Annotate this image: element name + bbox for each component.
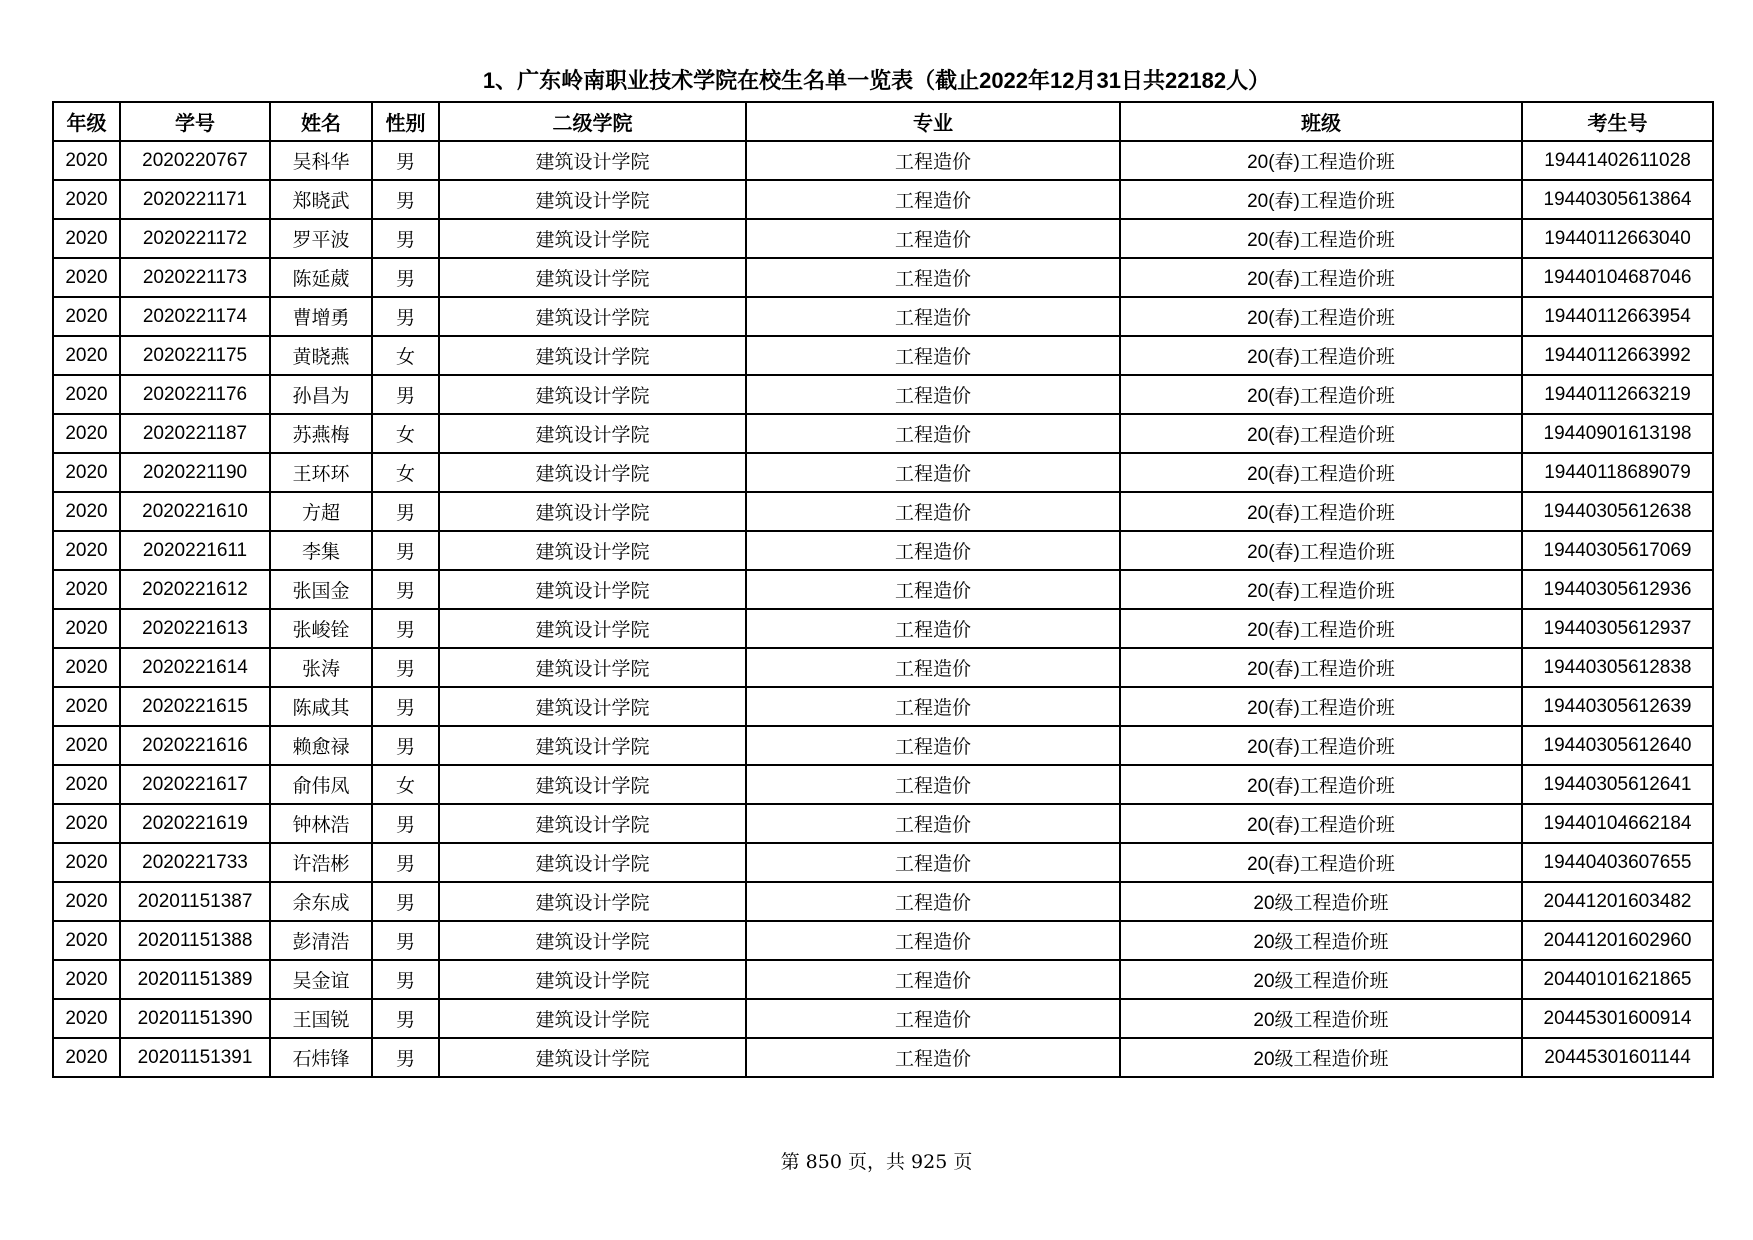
header-name: 姓名 — [270, 102, 372, 141]
cell-gender: 男 — [372, 843, 439, 882]
table-row — [53, 414, 1713, 453]
cell-name: 王国锐 — [270, 999, 372, 1038]
table-row — [53, 570, 1713, 609]
cell-gender: 女 — [372, 453, 439, 492]
cell-name: 张国金 — [270, 570, 372, 609]
cell-major: 工程造价 — [746, 336, 1120, 375]
cell-grade: 2020 — [53, 375, 120, 414]
cell-major: 工程造价 — [746, 960, 1120, 999]
cell-gender: 男 — [372, 960, 439, 999]
cell-gender: 男 — [372, 999, 439, 1038]
cell-major: 工程造价 — [746, 141, 1120, 180]
cell-student-id: 20201151387 — [120, 882, 270, 921]
cell-major: 工程造价 — [746, 531, 1120, 570]
cell-class: 20(春)工程造价班 — [1120, 336, 1522, 375]
cell-class: 20(春)工程造价班 — [1120, 258, 1522, 297]
cell-gender: 男 — [372, 492, 439, 531]
cell-grade: 2020 — [53, 687, 120, 726]
header-major: 专业 — [746, 102, 1120, 141]
cell-gender: 男 — [372, 882, 439, 921]
cell-grade: 2020 — [53, 804, 120, 843]
cell-class: 20(春)工程造价班 — [1120, 453, 1522, 492]
cell-student-id: 20201151390 — [120, 999, 270, 1038]
table-row — [53, 921, 1713, 960]
cell-major: 工程造价 — [746, 882, 1120, 921]
cell-exam-number: 19440901613198 — [1522, 414, 1713, 453]
cell-name: 俞伟凤 — [270, 765, 372, 804]
cell-college: 建筑设计学院 — [439, 1038, 746, 1077]
cell-exam-number: 19440118689079 — [1522, 453, 1713, 492]
cell-college: 建筑设计学院 — [439, 492, 746, 531]
cell-student-id: 2020221175 — [120, 336, 270, 375]
cell-name: 张涛 — [270, 648, 372, 687]
cell-major: 工程造价 — [746, 687, 1120, 726]
cell-college: 建筑设计学院 — [439, 375, 746, 414]
cell-student-id: 2020221176 — [120, 375, 270, 414]
cell-gender: 男 — [372, 687, 439, 726]
cell-college: 建筑设计学院 — [439, 921, 746, 960]
cell-class: 20(春)工程造价班 — [1120, 375, 1522, 414]
cell-name: 余东成 — [270, 882, 372, 921]
cell-student-id: 2020221172 — [120, 219, 270, 258]
table-row — [53, 297, 1713, 336]
cell-major: 工程造价 — [746, 219, 1120, 258]
table-row — [53, 999, 1713, 1038]
cell-grade: 2020 — [53, 180, 120, 219]
cell-name: 苏燕梅 — [270, 414, 372, 453]
cell-class: 20级工程造价班 — [1120, 921, 1522, 960]
cell-exam-number: 19440112663992 — [1522, 336, 1713, 375]
cell-major: 工程造价 — [746, 258, 1120, 297]
cell-class: 20(春)工程造价班 — [1120, 609, 1522, 648]
cell-class: 20(春)工程造价班 — [1120, 687, 1522, 726]
cell-gender: 男 — [372, 141, 439, 180]
cell-exam-number: 19440305612641 — [1522, 765, 1713, 804]
cell-class: 20(春)工程造价班 — [1120, 492, 1522, 531]
cell-grade: 2020 — [53, 960, 120, 999]
cell-student-id: 20201151391 — [120, 1038, 270, 1077]
cell-class: 20(春)工程造价班 — [1120, 297, 1522, 336]
cell-major: 工程造价 — [746, 726, 1120, 765]
cell-college: 建筑设计学院 — [439, 453, 746, 492]
cell-grade: 2020 — [53, 336, 120, 375]
cell-gender: 男 — [372, 570, 439, 609]
cell-student-id: 2020221612 — [120, 570, 270, 609]
cell-student-id: 2020221615 — [120, 687, 270, 726]
cell-exam-number: 19440305612640 — [1522, 726, 1713, 765]
cell-grade: 2020 — [53, 492, 120, 531]
cell-student-id: 20201151389 — [120, 960, 270, 999]
cell-gender: 男 — [372, 297, 439, 336]
cell-student-id: 2020221187 — [120, 414, 270, 453]
header-class: 班级 — [1120, 102, 1522, 141]
table-row — [53, 219, 1713, 258]
cell-college: 建筑设计学院 — [439, 297, 746, 336]
table-header-row — [53, 102, 1713, 141]
cell-class: 20(春)工程造价班 — [1120, 219, 1522, 258]
cell-college: 建筑设计学院 — [439, 999, 746, 1038]
cell-major: 工程造价 — [746, 843, 1120, 882]
table-row — [53, 453, 1713, 492]
cell-student-id: 2020221733 — [120, 843, 270, 882]
table-row — [53, 648, 1713, 687]
cell-gender: 女 — [372, 765, 439, 804]
cell-class: 20(春)工程造价班 — [1120, 648, 1522, 687]
cell-name: 李集 — [270, 531, 372, 570]
document-title: 1、广东岭南职业技术学院在校生名单一览表（截止2022年12月31日共22182人） — [482, 68, 1271, 93]
cell-college: 建筑设计学院 — [439, 804, 746, 843]
header-gender: 性别 — [372, 102, 439, 141]
cell-student-id: 2020221611 — [120, 531, 270, 570]
cell-grade: 2020 — [53, 1038, 120, 1077]
cell-student-id: 2020221614 — [120, 648, 270, 687]
cell-student-id: 2020221617 — [120, 765, 270, 804]
table-body — [53, 141, 1713, 1077]
cell-grade: 2020 — [53, 999, 120, 1038]
table-row — [53, 492, 1713, 531]
table-row — [53, 882, 1713, 921]
cell-class: 20级工程造价班 — [1120, 1038, 1522, 1077]
cell-gender: 男 — [372, 219, 439, 258]
cell-student-id: 2020221610 — [120, 492, 270, 531]
cell-major: 工程造价 — [746, 765, 1120, 804]
table-row — [53, 687, 1713, 726]
table-row — [53, 765, 1713, 804]
table-row — [53, 180, 1713, 219]
table-row — [53, 1038, 1713, 1077]
cell-name: 孙昌为 — [270, 375, 372, 414]
cell-grade: 2020 — [53, 726, 120, 765]
cell-college: 建筑设计学院 — [439, 843, 746, 882]
cell-student-id: 2020221619 — [120, 804, 270, 843]
table-row — [53, 336, 1713, 375]
cell-student-id: 2020221171 — [120, 180, 270, 219]
cell-name: 石炜锋 — [270, 1038, 372, 1077]
table-row — [53, 960, 1713, 999]
table-row — [53, 258, 1713, 297]
cell-name: 王环环 — [270, 453, 372, 492]
cell-major: 工程造价 — [746, 453, 1120, 492]
cell-grade: 2020 — [53, 531, 120, 570]
cell-grade: 2020 — [53, 765, 120, 804]
cell-exam-number: 19440112663954 — [1522, 297, 1713, 336]
page-footer: 第 850 页，共 925 页 — [780, 1151, 973, 1173]
cell-grade: 2020 — [53, 297, 120, 336]
cell-grade: 2020 — [53, 921, 120, 960]
cell-college: 建筑设计学院 — [439, 141, 746, 180]
cell-exam-number: 19440305612936 — [1522, 570, 1713, 609]
cell-college: 建筑设计学院 — [439, 180, 746, 219]
cell-grade: 2020 — [53, 414, 120, 453]
cell-grade: 2020 — [53, 453, 120, 492]
cell-gender: 男 — [372, 531, 439, 570]
cell-major: 工程造价 — [746, 921, 1120, 960]
cell-college: 建筑设计学院 — [439, 258, 746, 297]
cell-exam-number: 20440101621865 — [1522, 960, 1713, 999]
cell-college: 建筑设计学院 — [439, 882, 746, 921]
cell-college: 建筑设计学院 — [439, 414, 746, 453]
cell-exam-number: 19440104687046 — [1522, 258, 1713, 297]
cell-major: 工程造价 — [746, 804, 1120, 843]
cell-gender: 男 — [372, 609, 439, 648]
cell-class: 20(春)工程造价班 — [1120, 414, 1522, 453]
cell-grade: 2020 — [53, 141, 120, 180]
cell-name: 钟林浩 — [270, 804, 372, 843]
cell-grade: 2020 — [53, 219, 120, 258]
cell-college: 建筑设计学院 — [439, 219, 746, 258]
cell-major: 工程造价 — [746, 414, 1120, 453]
cell-exam-number: 19440305613864 — [1522, 180, 1713, 219]
cell-major: 工程造价 — [746, 492, 1120, 531]
cell-class: 20(春)工程造价班 — [1120, 141, 1522, 180]
cell-gender: 男 — [372, 1038, 439, 1077]
cell-college: 建筑设计学院 — [439, 531, 746, 570]
cell-student-id: 2020221190 — [120, 453, 270, 492]
cell-college: 建筑设计学院 — [439, 726, 746, 765]
cell-major: 工程造价 — [746, 570, 1120, 609]
cell-gender: 男 — [372, 804, 439, 843]
cell-major: 工程造价 — [746, 297, 1120, 336]
cell-gender: 女 — [372, 336, 439, 375]
cell-class: 20(春)工程造价班 — [1120, 531, 1522, 570]
cell-grade: 2020 — [53, 648, 120, 687]
cell-major: 工程造价 — [746, 375, 1120, 414]
cell-grade: 2020 — [53, 882, 120, 921]
cell-exam-number: 20441201602960 — [1522, 921, 1713, 960]
table-row — [53, 609, 1713, 648]
cell-major: 工程造价 — [746, 180, 1120, 219]
cell-college: 建筑设计学院 — [439, 960, 746, 999]
table-row — [53, 531, 1713, 570]
header-grade: 年级 — [53, 102, 120, 141]
cell-gender: 男 — [372, 258, 439, 297]
cell-class: 20级工程造价班 — [1120, 960, 1522, 999]
cell-name: 吴金谊 — [270, 960, 372, 999]
cell-exam-number: 19440403607655 — [1522, 843, 1713, 882]
cell-grade: 2020 — [53, 843, 120, 882]
table-row — [53, 843, 1713, 882]
cell-name: 彭清浩 — [270, 921, 372, 960]
cell-gender: 男 — [372, 180, 439, 219]
cell-exam-number: 19440112663040 — [1522, 219, 1713, 258]
cell-name: 郑晓武 — [270, 180, 372, 219]
table-row — [53, 375, 1713, 414]
cell-exam-number: 19440305612638 — [1522, 492, 1713, 531]
cell-name: 陈延葳 — [270, 258, 372, 297]
cell-gender: 男 — [372, 726, 439, 765]
cell-exam-number: 20445301601144 — [1522, 1038, 1713, 1077]
cell-gender: 男 — [372, 648, 439, 687]
cell-class: 20(春)工程造价班 — [1120, 843, 1522, 882]
cell-major: 工程造价 — [746, 648, 1120, 687]
cell-grade: 2020 — [53, 570, 120, 609]
header-student-id: 学号 — [120, 102, 270, 141]
table-row — [53, 141, 1713, 180]
cell-class: 20(春)工程造价班 — [1120, 804, 1522, 843]
cell-college: 建筑设计学院 — [439, 648, 746, 687]
cell-class: 20(春)工程造价班 — [1120, 765, 1522, 804]
cell-exam-number: 19440305612639 — [1522, 687, 1713, 726]
cell-college: 建筑设计学院 — [439, 765, 746, 804]
cell-exam-number: 19440305617069 — [1522, 531, 1713, 570]
cell-college: 建筑设计学院 — [439, 609, 746, 648]
cell-name: 张峻铨 — [270, 609, 372, 648]
table-row — [53, 726, 1713, 765]
cell-student-id: 2020221616 — [120, 726, 270, 765]
cell-gender: 女 — [372, 414, 439, 453]
cell-major: 工程造价 — [746, 1038, 1120, 1077]
cell-student-id: 2020221173 — [120, 258, 270, 297]
cell-class: 20(春)工程造价班 — [1120, 180, 1522, 219]
cell-exam-number: 19440112663219 — [1522, 375, 1713, 414]
cell-grade: 2020 — [53, 258, 120, 297]
cell-name: 赖愈禄 — [270, 726, 372, 765]
cell-grade: 2020 — [53, 609, 120, 648]
cell-class: 20级工程造价班 — [1120, 999, 1522, 1038]
cell-exam-number: 19440305612937 — [1522, 609, 1713, 648]
table-row — [53, 804, 1713, 843]
header-exam-number: 考生号 — [1522, 102, 1713, 141]
student-roster-table — [52, 101, 1714, 1078]
cell-class: 20级工程造价班 — [1120, 882, 1522, 921]
cell-gender: 男 — [372, 921, 439, 960]
cell-exam-number: 19441402611028 — [1522, 141, 1713, 180]
cell-student-id: 2020221613 — [120, 609, 270, 648]
cell-name: 曹增勇 — [270, 297, 372, 336]
cell-gender: 男 — [372, 375, 439, 414]
cell-exam-number: 19440104662184 — [1522, 804, 1713, 843]
cell-class: 20(春)工程造价班 — [1120, 726, 1522, 765]
cell-name: 吴科华 — [270, 141, 372, 180]
cell-major: 工程造价 — [746, 999, 1120, 1038]
cell-name: 黄晓燕 — [270, 336, 372, 375]
cell-exam-number: 20445301600914 — [1522, 999, 1713, 1038]
cell-name: 陈咸其 — [270, 687, 372, 726]
cell-student-id: 2020220767 — [120, 141, 270, 180]
cell-exam-number: 19440305612838 — [1522, 648, 1713, 687]
cell-student-id: 20201151388 — [120, 921, 270, 960]
cell-college: 建筑设计学院 — [439, 570, 746, 609]
cell-student-id: 2020221174 — [120, 297, 270, 336]
header-college: 二级学院 — [439, 102, 746, 141]
cell-name: 许浩彬 — [270, 843, 372, 882]
cell-name: 罗平波 — [270, 219, 372, 258]
cell-exam-number: 20441201603482 — [1522, 882, 1713, 921]
cell-college: 建筑设计学院 — [439, 336, 746, 375]
cell-name: 方超 — [270, 492, 372, 531]
cell-class: 20(春)工程造价班 — [1120, 570, 1522, 609]
cell-major: 工程造价 — [746, 609, 1120, 648]
cell-college: 建筑设计学院 — [439, 687, 746, 726]
